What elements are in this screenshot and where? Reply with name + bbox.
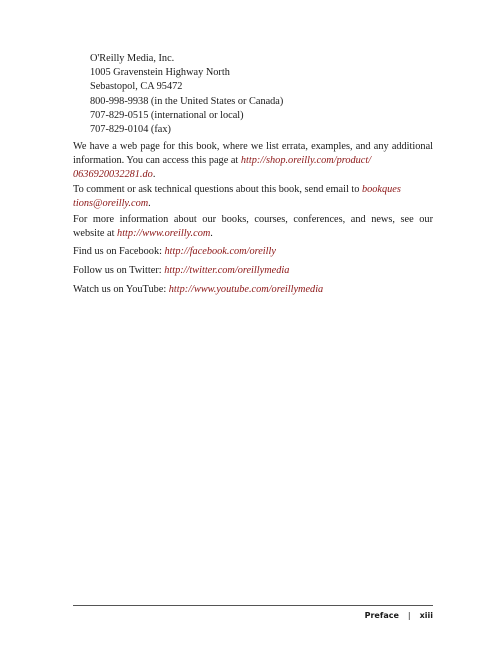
youtube-label: Watch us on YouTube:	[73, 284, 169, 295]
footer-separator: |	[407, 611, 411, 620]
more-info-paragraph: For more information about our books, courses, conferences, and news, see our website at http://www.oreilly.com.	[73, 214, 433, 240]
facebook-line	[73, 245, 433, 259]
street-address: 1005 Gravenstein Highway North	[90, 67, 230, 79]
fax-number: 707-829-0104 (fax)	[90, 124, 171, 136]
comment-paragraph: To comment or ask technical questions about this book, send email to bookques tions@oreilly.com.	[73, 184, 401, 210]
web-page-paragraph: We have a web page for this book, where we list errata, examples, and any additional information. You can access this page at http://shop.oreilly.com/product/ 0636920032281.do.	[73, 141, 433, 181]
page-content	[73, 0, 433, 662]
phone-us: 800-998-9938 (in the United States or Canada)	[90, 95, 284, 107]
oreilly-website-link[interactable]: http://www.oreilly.com	[117, 228, 211, 240]
company-name: O'Reilly Media, Inc.	[90, 53, 175, 64]
comment-text: To comment or ask technical questions about this book, send email to	[73, 184, 362, 195]
footer-divider	[73, 605, 433, 606]
city-state-zip: Sebastopol, CA 95472	[90, 81, 183, 93]
footer-section-title: Preface	[364, 611, 399, 620]
youtube-link[interactable]: http://www.youtube.com/oreillymedia	[168, 284, 324, 295]
contact-address	[90, 52, 283, 137]
more-info-text: For more information about our books, courses, conferences, and news, see our website at	[73, 214, 433, 240]
phone-international: 707-829-0515 (international or local)	[90, 109, 244, 121]
web-page-text: We have a web page for this book, where we list errata, examples, and any additional information. You can access this page at	[73, 141, 433, 167]
twitter-link[interactable]: http://twitter.com/oreillymedia	[164, 265, 290, 276]
youtube-line	[73, 283, 433, 297]
book-page-link[interactable]: http://shop.oreilly.com/product/ 0636920032281.do	[73, 155, 372, 181]
twitter-line	[73, 264, 433, 278]
facebook-link[interactable]: http://facebook.com/oreilly	[164, 246, 276, 257]
facebook-label: Find us on Facebook:	[73, 246, 165, 257]
email-link[interactable]: bookques tions@oreilly.com	[73, 184, 401, 210]
page-number: xiii	[419, 611, 433, 620]
page-footer	[365, 611, 433, 620]
twitter-label: Follow us on Twitter:	[73, 265, 165, 276]
